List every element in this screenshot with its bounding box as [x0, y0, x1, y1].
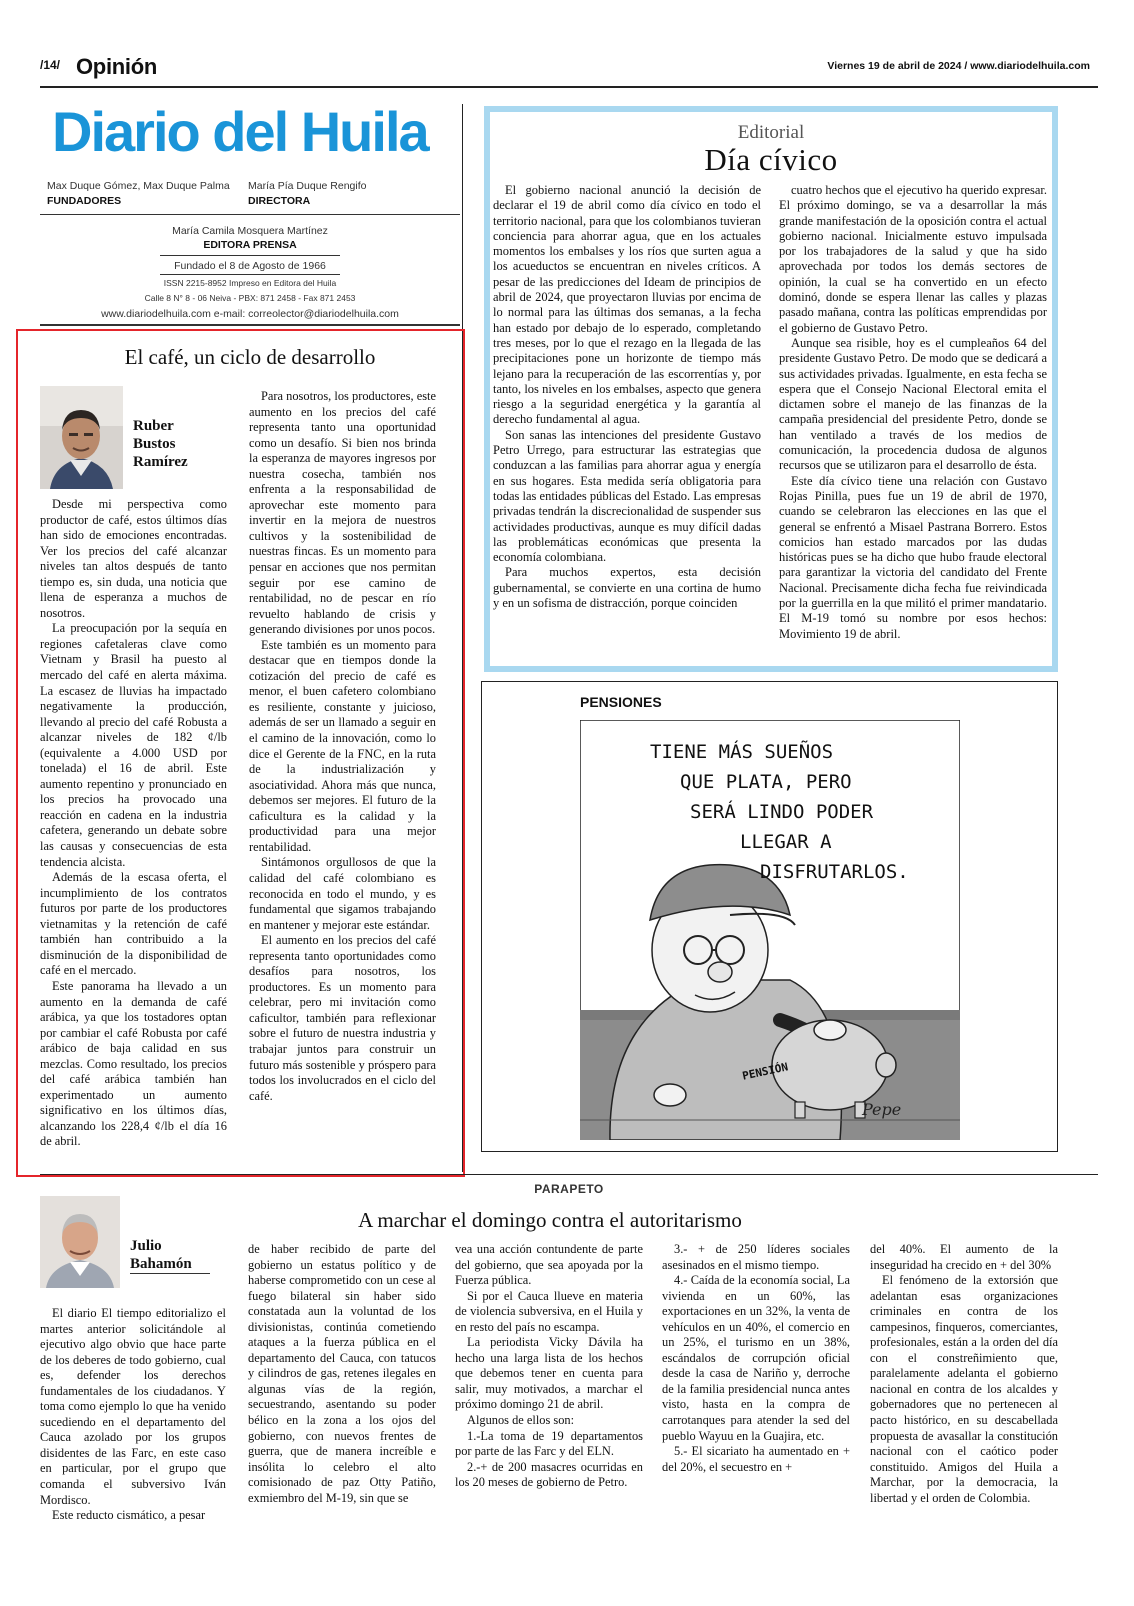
parapeto-column-5 [870, 1242, 1058, 1506]
author-name-line: Bustos [133, 436, 176, 452]
speech-line: TIENE MÁS SUEÑOS [650, 741, 834, 763]
director-label: DIRECTORA [248, 195, 311, 207]
speech-line: LLEGAR A [740, 831, 832, 853]
article-title: El café, un ciclo de desarrollo [124, 345, 376, 369]
parapeto-column-3 [455, 1242, 643, 1491]
opinion-column-1 [40, 497, 227, 1150]
masthead-rule [40, 214, 460, 215]
section-title: Opinión [76, 54, 157, 79]
editorial-column-2 [779, 183, 1047, 642]
paragraph: Este panorama ha llevado a un aumento en la demanda de café arábica, ya que los tostadores optan por cambiar el café Robusta por café arábico de baja calidad en sus mezclas. Como resultado, los precios del café arábica también han experimentado un aumento significativo en los últimos días, alcanzando los 228,4 ¢/lb el día 16 de abril. [40, 978, 227, 1149]
paragraph: La periodista Vicky Dávila ha hecho una larga lista de los hechos que debemos tener en cuenta para salir, muy motivados, a marchar el próximo domingo 21 de abril. [455, 1335, 643, 1412]
cartoonist-signature: Pepe [862, 1100, 902, 1119]
paragraph: Este reducto cismático, a pesar [52, 1508, 206, 1523]
editorial-kicker: Editorial [737, 122, 805, 143]
paragraph: El gobierno nacional anunció la decisión de declarar el 19 de abril como día cívico en todo el territorio nacional, para que los colombianos tuvieran conciencia para ahorrar agua, que en los actuales momentos los embalses y los ríos que surten agua a los acueductos se encuentran en niveles críticos. A pesar de las predicciones del Ideam de principios de abril de 2024, que proyectaron lluvias por encima de lo normal para las últimas dos semanas, a la fecha han estado por debajo de lo esperado, completando tres meses, por lo que el rezago en la llegada de las precipitaciones pone un horizonte de tiempo más lejano para la recuperación de las escorrentías y, por tanto, los niveles en los embalses, aspecto que genera riesgo a la seguridad energética y la garantía al derecho fundamental al agua. [493, 183, 761, 427]
cartoon [481, 681, 1058, 1152]
paragraph: Desde mi perspectiva como productor de café, estos últimos días han sido de emociones encontradas. Ver los precios del café alcanzar niveles tan altos después de tanto tiempo es, sin duda, una noticia que llena de esperanza a muchos de nosotros. [40, 497, 227, 620]
newspaper-logo: Diario del Huila [52, 100, 428, 163]
masthead-rule [160, 274, 340, 275]
paragraph: Este día cívico tiene una relación con Gustavo Rojas Pinilla, pues fue un 19 de abril de 1970, cuando se celebraron las elecciones en las que el general se enfrentó a Misael Pastrana Borrero. Estos comicios han estado marcados por las dudas históricas pues se ha dicho que hubo fraude electoral para garantizar la victoria del candidato del Frente Nacional. Precisamente dicha fecha fue reivindicada por la guerrilla en la que militó el primer mandatario. El M-19 tomó su nombre por esos hechos: Movimiento 19 de abril. [779, 473, 1047, 641]
paragraph: Si por el Cauca llueve en materia de violencia subversiva, en el Huila y en resto del país no escampa. [455, 1288, 643, 1334]
paragraph: La preocupación por la sequía en regiones cafetaleras clave como Vietnam y Brasil ha puesto al mercado del café en alerta máxima. La escasez de lluvias ha impactado negativamente la producción, llevando al precio del café Robusta a alcanzar niveles de 182 ¢/lb (equivalente a 4.000 USD por tonelada) el 16 de abril. Este aumento repentino y pronunciado en los precios ha provocado una reacción en cadena en la industria cafetera, generando un debate sobre las causas y consecuencias de esta tendencia alcista. [40, 621, 227, 869]
founders-label: FUNDADORES [47, 195, 122, 207]
editor-label: EDITORA PRENSA [203, 239, 297, 251]
column-kicker: PARAPETO [534, 1182, 604, 1196]
masthead-rule [160, 255, 340, 256]
paragraph: 1.-La toma de 19 departamentos por parte de las Farc y del ELN. [455, 1428, 643, 1459]
editorial-title: Día cívico [704, 142, 838, 177]
author-underline [130, 1273, 210, 1274]
contact-line: www.diariodelhuila.com e-mail: correolector@diariodelhuila.com [101, 308, 399, 320]
page-number: /14/ [40, 58, 61, 72]
section-rule [40, 1174, 1098, 1175]
director-name: María Pía Duque Rengifo [248, 180, 367, 192]
author-name-line: Ramírez [133, 454, 188, 470]
paragraph: 4.- Caída de la economía social, La vivienda en un 60%, las exportaciones en un 32%, la venta de vehículos en un 40%, el comercio en un 25%, el turismo en un 38%, escándalos de corrupción oficial desde la casa de Nariño y, derroche de la familia presidencial nunca antes visto, hasta en la compra de carrotanques para atender la sed del pueblo Wayuu en la Guajira, etc. [662, 1273, 850, 1443]
editor-name: María Camila Mosquera Martínez [172, 225, 328, 237]
paragraph: Aunque sea risible, hoy es el cumpleaños 64 del presidente Gustavo Petro. De modo que se dedicará a sus actividades privadas. Igualmente, en esta fecha se espera que el Consejo Nacional Electoral emita el dictamen sobre el manejo de las finanzas de la campaña presidencial del presidente Petro, donde se han ventilado a través de los medios de comunicación, la procedencia dudosa de algunos recursos que se utilizaron para el desarrollo de ésta. [779, 335, 1047, 473]
author-name-line: Ruber [133, 418, 174, 434]
author-photo [40, 386, 123, 489]
paragraph: vea una acción contundente de parte del gobierno, que sea apoyada por la Fuerza pública. [455, 1242, 643, 1288]
founders-names: Max Duque Gómez, Max Duque Palma [47, 180, 230, 192]
speech-line: DISFRUTARLOS. [760, 861, 909, 883]
paragraph: 3.- + de 250 líderes sociales asesinados en el mismo tiempo. [662, 1242, 850, 1272]
author-name [133, 417, 188, 471]
address-line: Calle 8 N° 8 - 06 Neiva - PBX: 871 2458 - Fax 871 2453 [144, 293, 356, 303]
author-name-line: Bahamón [130, 1256, 192, 1272]
paragraph: Además de la escasa oferta, el incumplimiento de los contratos futuros por parte de los productores vietnamitas y la retención de café también han contribuido a la disminución de la disponibilidad de café en el mercado. [40, 870, 227, 978]
opinion-column-2 [249, 389, 436, 1104]
paragraph: Este también es un momento para destacar que en tiempos donde la cotización del precio de café es menor, el buen cafetero colombiano es resiliente, constante y juicioso, además de ser un llamado a seguir en el camino de la innovación, como lo dice el Gerente de la FNC, en la ruta de la industrialización y asociatividad. Ahora más que nunca, debemos ser mejores. El futuro de la caficultura es la calidad y la productividad para una mejor rentabilidad. [249, 637, 436, 854]
cartoon-label: PENSIONES [580, 694, 662, 710]
parapeto-column-1 [40, 1306, 226, 1524]
editorial-column-1 [493, 183, 761, 611]
paragraph: Sintámonos orgullosos de que la calidad del café colombiano es reconocida en todo el mundo, y es fundamental que sigamos trabajando en mantener y mejorar este estándar. [249, 855, 436, 932]
article-title: A marchar el domingo contra el autoritarismo [358, 1208, 742, 1232]
author-portrait-icon [40, 1196, 120, 1288]
dateline: Viernes 19 de abril de 2024 / www.diariodelhuila.com [827, 60, 1090, 72]
author-photo [40, 1196, 120, 1288]
speech-line: QUE PLATA, PERO [680, 771, 852, 793]
paragraph: El diario El tiempo editorializo el martes anterior solicitándole al ejecutivo algo obvio que hace parte de los deberes de todo gobierno, cual es, defender los derechos fundamentales de los ciudadanos. Y toma como ejemplo lo que ha venido sucediendo en el departamento del Cauca azolado por los grupos disidentes de las Farc, en este caso en particular, por el grupo que comanda el subversivo Iván Mordisco. [40, 1306, 226, 1507]
author-name-line: Julio [130, 1238, 162, 1254]
paragraph: de haber recibido de parte del gobierno un estatus político y de haberse comprometido con un cese al fuego bilateral sin haber sido constatada aun la voluntad de los divisionistas, continúa cometiendo ataques a la fuerza pública en el departamento del Cauca, con tatucos y cilindros de gas, retenes ilegales en algunas vías de la región, secuestrando, asentando su poder bélico en la zona a los ojos del gobierno, con nuevos frentes de guerra, que de manera increíble e insólita lo celebro el alto comisionado de paz Otty Patiño, exmiembro del M-19, sin que se [248, 1242, 436, 1505]
parapeto-column-2 [248, 1242, 436, 1506]
paragraph: cuatro hechos que el ejecutivo ha querido expresar. El próximo domingo, se va a desarrollar la más grande manifestación de la oposición contra el actual gobierno nacional. Inicialmente estuvo impulsada por los trabajadores de la salud y que ha sido aprovechada por todos los demás sectores de opinión, la cual se ha convertido en un efecto dominó, donde se espera llenar las calles y plazas pasado mañana, contra las políticas emprendidas por el gobierno de Gustavo Petro. [779, 183, 1047, 335]
paragraph: 2.-+ de 200 masacres ocurridas en los 20 meses de gobierno de Petro. [455, 1459, 643, 1490]
paragraph: 5.- El sicariato ha aumentado en + del 20%, el secuestro en + [662, 1444, 850, 1474]
paragraph: Para muchos expertos, esta decisión gubernamental, se convierte en una cortina de humo y en un sofisma de distracción, porque coinciden [493, 565, 761, 611]
paragraph: Algunos de ellos son: [467, 1413, 575, 1428]
issn-line: ISSN 2215-8952 Impreso en Editora del Huila [163, 278, 337, 288]
paragraph: Para nosotros, los productores, este aumento en los precios del café representa tanto una oportunidad como un desafío. Si bien nos brinda la esperanza de mayores ingresos por nuestra cosecha, también nos enfrenta a la responsabilidad de aprovechar este momento para invertir en la mejora de nuestros cultivos y la sostenibilidad de nuestras fincas. Es un momento para pensar en acciones que nos permitan seguir por ese camino de rentabilidad, no de pescar en río revuelto hablando de crisis y generando divisiones por unos pocos. [249, 389, 436, 637]
paragraph: El fenómeno de la extorsión que adelantan esas organizaciones criminales en contra de los campesinos, finqueros, comerciantes, profesionales, están a la orden del día con el constreñimiento que, paralelamente adelanta el gobierno nacional en contra de los alcaldes y gobernadores que no pertenecen al pacto histórico, en su descabellada propuesta de avasallar la constitución nacional con el caótico poder constituido. Amigos del Huila a Marchar, por la democracia, la libertad y el orden de Colombia. [870, 1273, 1058, 1505]
piggy-label: PENSIÓN [741, 1060, 790, 1083]
header-rule [40, 86, 1098, 88]
author-portrait-icon [40, 386, 123, 489]
masthead-bottom-rule [40, 324, 460, 326]
paragraph: Son sanas las intenciones del presidente Gustavo Petro Urrego, para estructurar las estrategias que conduzcan a las familias para ahorrar agua y energía en sus hogares. Esta medida sería obligatoria para todas las entidades públicas del Estado. Las empresas privadas tendrán la discrecionalidad de suspender sus actividades productivas, aunque es muy difícil dadas las problemáticas económicas que presenta la economía colombiana. [493, 427, 761, 565]
paragraph: del 40%. El aumento de la inseguridad ha crecido en + del 30% [870, 1242, 1058, 1272]
parapeto-column-4 [662, 1242, 850, 1475]
paragraph: El aumento en los precios del café representa tanto oportunidades como desafíos para nosotros, los productores. Es un momento para celebrar, pero mi invitación como caficultor, también para reflexionar sobre el futuro de nuestra industria y trabajar juntos para construir un futuro más sostenible y próspero para todos los involucrados en el ciclo del café. [249, 933, 436, 1103]
speech-bubble [650, 737, 909, 887]
speech-line: SERÁ LINDO PODER [690, 801, 874, 823]
founded-date: Fundado el 8 de Agosto de 1966 [174, 260, 326, 272]
author-name [130, 1237, 192, 1273]
